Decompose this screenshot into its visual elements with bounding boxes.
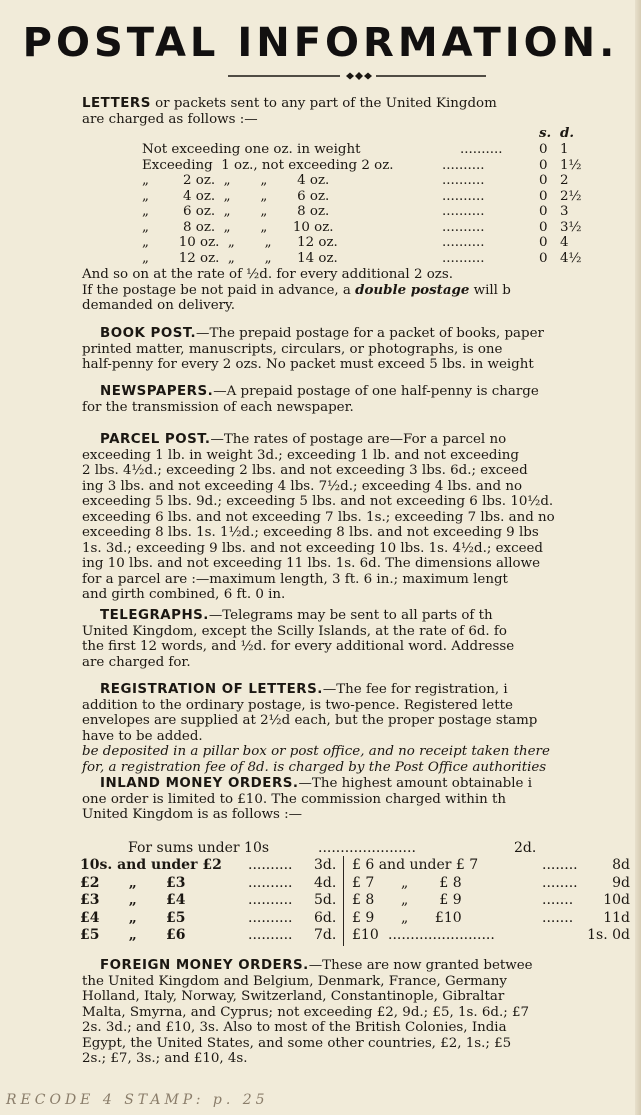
money-left-fee: 3d.: [314, 857, 337, 873]
money-right-range: £ 7 „ £ 8: [352, 874, 462, 891]
money-right-dots: ........: [542, 874, 578, 891]
money-table-divider: [343, 856, 344, 946]
postage-rows: [142, 142, 582, 266]
postage-row: [142, 204, 569, 220]
telegraphs-line-3: the first 12 words, and ½d. for every additional word. Addresse: [82, 639, 515, 654]
postage-row-weight: „ 4 oz. „ „ 6 oz.: [142, 188, 330, 204]
money-first-row-dots: ......................: [318, 840, 416, 856]
money-right-range: £10: [352, 927, 379, 943]
postage-row: [142, 157, 582, 174]
money-right-dots: .......: [542, 892, 574, 908]
postage-row-dots: ..........: [442, 219, 485, 235]
registration-line-2: addition to the ordinary postage, is two-pence. Registered lette: [82, 697, 513, 713]
foreign-line-7: 2s.; £7, 3s.; and £10, 4s.: [82, 1051, 248, 1066]
registration-italic-line-3: for, a registration fee of 8d. is charged by the Post Office authorities: [82, 759, 547, 775]
postage-row: [142, 173, 569, 189]
postage-row-dots: ..........: [442, 235, 485, 250]
book-post-heading: BOOK POST.: [100, 326, 197, 341]
telegraphs-heading: TELEGRAPHS.: [100, 608, 209, 623]
money-orders-line-2: one order is limited to £10. The commission charged within th: [82, 791, 507, 807]
letters-intro-1: or packets sent to any part of the United Kingdom: [150, 96, 497, 111]
money-orders-line-3: United Kingdom is as follows :—: [82, 807, 303, 822]
letter-postage-table: [142, 125, 575, 142]
money-right-fee: 1s. 0d: [587, 927, 630, 943]
postage-row-pence: 4½: [560, 250, 582, 266]
page-edge: [635, 0, 641, 1115]
parcel-post-line-3: 2 lbs. 4½d.; exceeding 2 lbs. and not exceeding 3 lbs. 6d.; exceed: [82, 463, 528, 478]
money-right-fee: 10d: [603, 892, 630, 908]
letters-demanded-note: demanded on delivery.: [82, 298, 236, 313]
letters-section: [82, 96, 628, 127]
parcel-post-heading: PARCEL POST.: [100, 432, 211, 447]
postage-row-pence: 3: [560, 204, 569, 219]
postage-row: [142, 219, 582, 236]
foreign-line-5: 2s. 3d.; and £10, 3s. Also to most of the British Colonies, India: [82, 1020, 507, 1035]
book-post-section: [82, 326, 628, 373]
letters-advance-note: If the postage be not paid in advance, a: [82, 282, 351, 298]
parcel-post-line-8: 1s. 3d.; exceeding 9 lbs. and not exceeding 10 lbs. 1s. 4½d.; exceed: [82, 540, 543, 556]
postage-row-weight: Exceeding 1 oz., not exceeding 2 oz.: [142, 157, 394, 173]
postage-row-shillings: 0: [539, 204, 548, 219]
registration-heading: REGISTRATION OF LETTERS.: [100, 682, 323, 697]
postage-row-dots: ..........: [460, 142, 503, 157]
money-left-fee: 6d.: [314, 909, 337, 926]
money-right-range: £ 6 and under £ 7: [352, 857, 479, 873]
double-postage-text: double postage: [355, 281, 470, 298]
money-left-dots: ..........: [248, 857, 293, 873]
postage-row-pence: 2½: [560, 188, 582, 204]
foreign-heading: FOREIGN MONEY ORDERS.: [100, 958, 309, 973]
money-left-range: 10s. and under £2: [80, 857, 222, 873]
money-right-dots: ........: [542, 857, 578, 873]
registration-line-4: have to be added.: [82, 728, 203, 744]
money-first-row-fee: 2d.: [514, 840, 537, 856]
letters-intro-2: are charged as follows :—: [82, 111, 258, 127]
postage-row-pence: 4: [560, 235, 569, 250]
postage-row-shillings: 0: [539, 188, 548, 204]
postage-row-weight: „ 8 oz. „ „ 10 oz.: [142, 219, 334, 235]
postage-row-pence: 3½: [560, 219, 582, 235]
page-title: POSTAL INFORMATION.: [22, 20, 619, 66]
postage-row-shillings: 0: [539, 173, 548, 188]
letters-heading: LETTERS: [82, 96, 151, 111]
newspapers-section: [82, 384, 628, 415]
postage-row-weight: „ 2 oz. „ „ 4 oz.: [142, 173, 330, 188]
money-left-range: £2 „ £3: [80, 874, 186, 891]
parcel-post-line-7: exceeding 8 lbs. 1s. 1½d.; exceeding 8 lbs. and not exceeding 9 lbs: [82, 525, 539, 540]
postage-row: [142, 250, 582, 267]
money-right-dots: .......: [542, 909, 574, 926]
postage-row: [142, 235, 569, 251]
money-right-fee: 9d: [612, 874, 630, 891]
registration-line-1: —The fee for registration, i: [322, 682, 508, 697]
title-ornament-divider: [228, 72, 486, 80]
postage-row-weight: „ 12 oz. „ „ 14 oz.: [142, 250, 338, 266]
postage-row-shillings: 0: [539, 157, 548, 173]
money-left-dots: ..........: [248, 927, 293, 943]
money-left-dots: ..........: [248, 892, 293, 908]
money-right-fee: 8d: [612, 857, 630, 873]
postage-row-shillings: 0: [539, 235, 548, 250]
postage-row: [142, 188, 582, 205]
newspapers-line-2: for the transmission of each newspaper.: [82, 399, 354, 415]
foreign-line-6: Egypt, the United States, and some other countries, £2, 1s.; £5: [82, 1035, 512, 1051]
registration-line-3: envelopes are supplied at 2½d each, but the proper postage stamp: [82, 713, 538, 728]
telegraphs-section: [82, 608, 628, 670]
telegraphs-line-2: United Kingdom, except the Scilly Islands, at the rate of 6d. fo: [82, 623, 507, 639]
parcel-post-line-9: ing 10 lbs. and not exceeding 11 lbs. 1s. 6d. The dimensions allowe: [82, 556, 541, 571]
letters-rate-note: And so on at the rate of ½d. for every additional 2 ozs.: [82, 267, 453, 282]
col-shillings-header: s.: [539, 125, 552, 141]
money-orders-heading: INLAND MONEY ORDERS.: [100, 776, 299, 791]
postage-row-weight: „ 6 oz. „ „ 8 oz.: [142, 204, 330, 219]
money-left-fee: 7d.: [314, 927, 337, 943]
postage-row-shillings: 0: [539, 219, 548, 235]
foreign-line-3: Holland, Italy, Norway, Switzerland, Constantinople, Gibraltar: [82, 989, 505, 1004]
money-left-fee: 5d.: [314, 892, 337, 908]
postage-row: [142, 142, 569, 158]
parcel-post-line-11: and girth combined, 6 ft. 0 in.: [82, 587, 286, 602]
postage-row-dots: ..........: [442, 188, 485, 204]
money-left-range: £3 „ £4: [80, 892, 186, 908]
col-pence-header: d.: [560, 125, 575, 141]
postage-row-pence: 1: [560, 142, 569, 157]
parcel-post-line-5: exceeding 5 lbs. 9d.; exceeding 5 lbs. and not exceeding 6 lbs. 10½d.: [82, 494, 554, 509]
parcel-post-line-2: exceeding 1 lb. in weight 3d.; exceeding 1 lb. and not exceeding: [82, 447, 519, 463]
money-left-dots: ..........: [248, 874, 293, 891]
registration-italic-line-2: be deposited in a pillar box or post office, and no receipt taken there: [82, 744, 550, 759]
letters-notes: [82, 267, 628, 314]
money-orders-line-1: —The highest amount obtainable i: [298, 776, 532, 791]
book-post-line-1: —The prepaid postage for a packet of books, paper: [196, 326, 544, 341]
money-left-range: £4 „ £5: [80, 909, 186, 926]
parcel-post-line-6: exceeding 6 lbs. and not exceeding 7 lbs. 1s.; exceeding 7 lbs. and no: [82, 509, 555, 525]
handwritten-footer-note: RECODE 4 STAMP: p. 25: [6, 1092, 269, 1108]
parcel-post-line-4: ing 3 lbs. and not exceeding 4 lbs. 7½d.; exceeding 4 lbs. and no: [82, 478, 523, 494]
money-right-dots: ........................: [388, 927, 495, 943]
money-left-dots: ..........: [248, 909, 293, 926]
money-first-row-label: For sums under 10s: [128, 840, 270, 856]
parcel-post-line-1: —The rates of postage are—For a parcel no: [210, 432, 507, 447]
book-post-line-3: half-penny for every 2 ozs. No packet must exceed 5 lbs. in weight: [82, 357, 534, 372]
telegraphs-line-1: —Telegrams may be sent to all parts of th: [208, 608, 493, 623]
parcel-post-section: [82, 432, 628, 603]
inland-money-orders-section: [82, 776, 628, 823]
money-left-range: £5 „ £6: [80, 927, 186, 943]
postage-row-weight: Not exceeding one oz. in weight: [142, 142, 361, 157]
postage-row-dots: ..........: [442, 157, 485, 173]
postage-row-dots: ..........: [442, 250, 485, 266]
registration-section: [82, 682, 628, 775]
foreign-line-1: —These are now granted betwee: [308, 958, 533, 973]
postage-row-pence: 2: [560, 173, 569, 188]
telegraphs-line-4: are charged for.: [82, 654, 191, 670]
newspapers-heading: NEWSPAPERS.: [100, 384, 214, 399]
postage-row-shillings: 0: [539, 250, 548, 266]
money-left-fee: 4d.: [314, 874, 337, 891]
parcel-post-line-10: for a parcel are :—maximum length, 3 ft. 6 in.; maximum lengt: [82, 571, 508, 587]
book-post-line-2: printed matter, manuscripts, circulars, or photographs, is one: [82, 341, 503, 357]
foreign-line-4: Malta, Smyrna, and Cyprus; not exceeding £2, 9d.; £5, 1s. 6d.; £7: [82, 1004, 530, 1020]
foreign-line-2: the United Kingdom and Belgium, Denmark, France, Germany: [82, 973, 507, 989]
letters-advance-note-end: will b: [473, 282, 511, 298]
postage-row-weight: „ 10 oz. „ „ 12 oz.: [142, 235, 338, 250]
postage-row-dots: ..........: [442, 173, 485, 188]
money-right-range: £ 8 „ £ 9: [352, 892, 462, 908]
foreign-money-orders-section: [82, 958, 628, 1067]
postage-row-shillings: 0: [539, 142, 548, 157]
money-right-fee: 11d: [603, 909, 630, 926]
postage-row-pence: 1½: [560, 157, 582, 173]
newspapers-line-1: —A prepaid postage of one half-penny is charge: [213, 384, 539, 399]
postage-row-dots: ..........: [442, 204, 485, 219]
money-right-range: £ 9 „ £10: [352, 909, 462, 926]
